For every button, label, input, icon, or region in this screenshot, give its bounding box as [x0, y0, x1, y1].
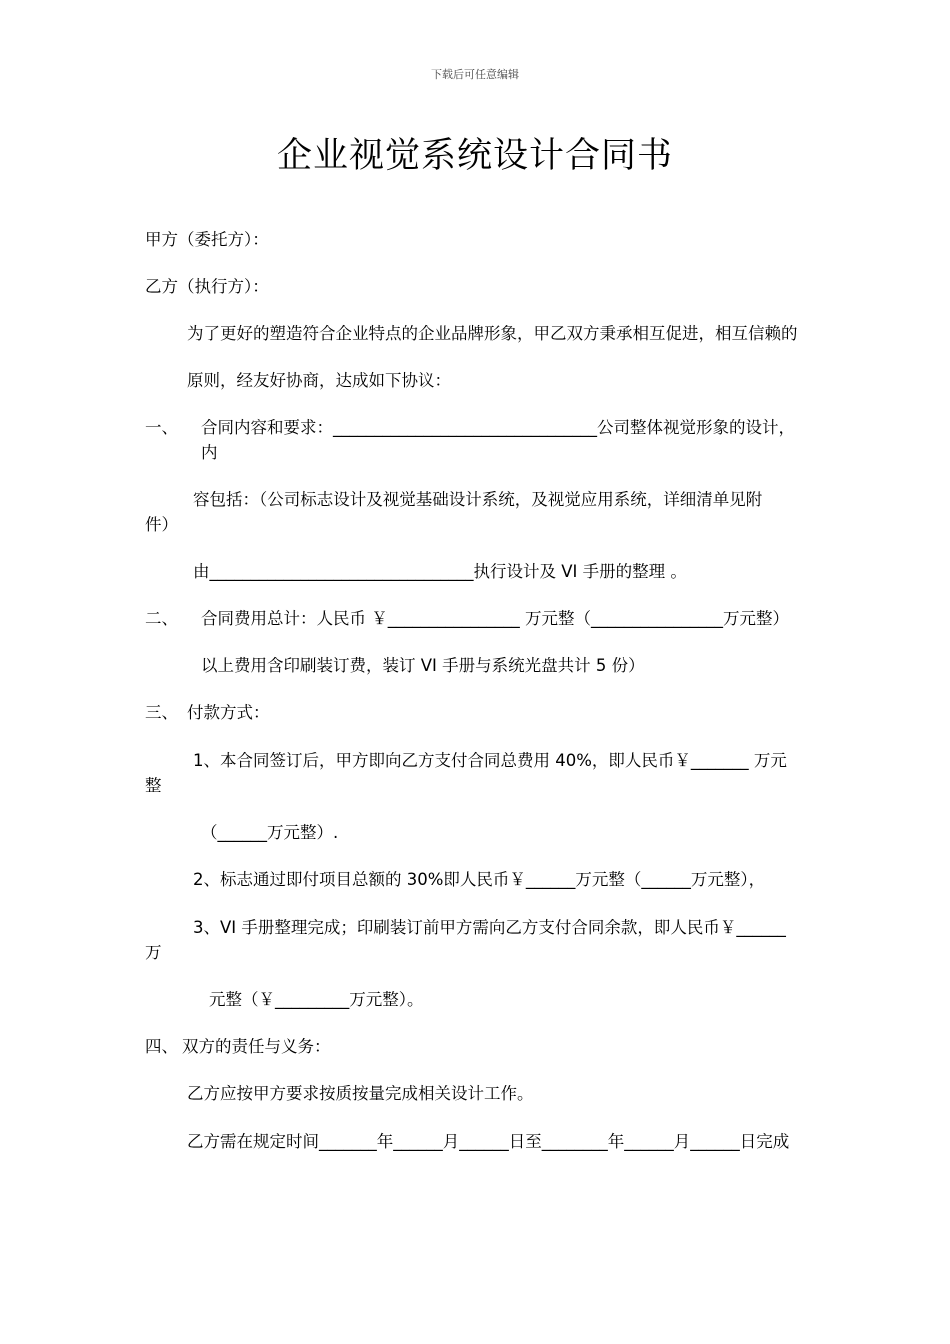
section-1-line-2-wrap: 件） [145, 515, 178, 534]
intro-line-2: 原则，经友好协商，达成如下协议： [187, 371, 451, 390]
header-note: 下载后可任意编辑 [431, 68, 519, 81]
section-1-line-2: 容包括：（公司标志设计及视觉基础设计系统，及视觉应用系统，详细清单见附 [193, 490, 763, 509]
section-2-line-2: 以上费用含印刷装订费，装订 VI 手册与系统光盘共计 5 份） [201, 656, 645, 675]
section-1-line-3: 由________________________________执行设计及 VI 手册的整理 。 [193, 562, 687, 581]
section-3-heading: 付款方式： [187, 703, 270, 722]
document-title: 企业视觉系统设计合同书 [276, 136, 673, 176]
payment-item-1: 1、本合同签订后，甲方即向乙方支付合同总费用 40%，即人民币￥_______ 万元 [193, 751, 787, 770]
section-3-number: 三、 [145, 703, 178, 722]
party-a-label: 甲方（委托方）： [145, 230, 269, 249]
payment-item-3-wrap: 万 [145, 943, 162, 962]
payment-item-3-continued: 元整（￥_________万元整）。 [209, 990, 424, 1009]
payment-item-1-continued: （______万元整）. [201, 823, 339, 842]
section-1-line-1: 合同内容和要求：________________________________公司整体视觉形象的设计， [201, 418, 795, 437]
section-1-line-1-wrap: 内 [201, 443, 218, 462]
section-4-line-2: 乙方需在规定时间_______年______月______日至________年______月______日完成 [187, 1132, 790, 1151]
section-4-number: 四、 [145, 1037, 178, 1056]
party-b-label: 乙方（执行方）： [145, 277, 269, 296]
section-4-heading: 双方的责任与义务： [182, 1037, 331, 1056]
section-2-line-1: 合同费用总计：人民币 ￥________________ 万元整（________________万元整） [201, 609, 789, 628]
section-2-number: 二、 [145, 609, 178, 628]
payment-item-3: 3、VI 手册整理完成；印刷装订前甲方需向乙方支付合同余款，即人民币￥______ [193, 918, 786, 937]
section-4-line-1: 乙方应按甲方要求按质按量完成相关设计工作。 [187, 1084, 534, 1103]
payment-item-1-wrap: 整 [145, 776, 162, 795]
intro-line-1: 为了更好的塑造符合企业特点的企业品牌形象，甲乙双方秉承相互促进，相互信赖的 [187, 324, 798, 343]
section-1-number: 一、 [145, 418, 178, 437]
payment-item-2: 2、标志通过即付项目总额的 30%即人民币￥______万元整（______万元整）， [193, 870, 766, 889]
